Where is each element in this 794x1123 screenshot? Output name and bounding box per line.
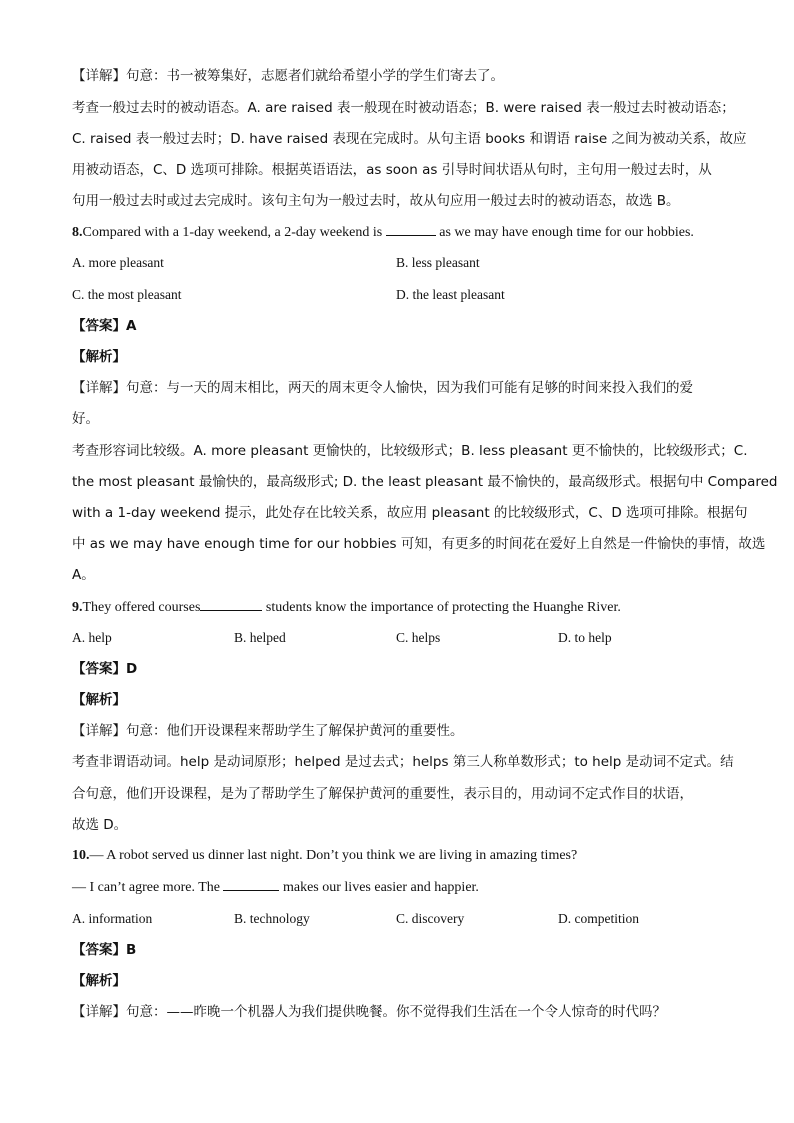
option-d: D. the least pleasant	[396, 287, 505, 302]
option-c: C. helps	[396, 630, 441, 645]
answer-blank	[386, 222, 436, 236]
explanation-line: 用被动语态，C、D 选项可排除。根据英语语法，as soon as 引导时间状语从句时，主句用一般过去时，从	[72, 162, 712, 178]
option-a: A. more pleasant	[72, 255, 164, 270]
option-d: D. to help	[558, 630, 612, 645]
explanation-line: 【详解】句意：——昨晚一个机器人为我们提供晚餐。你不觉得我们生活在一个令人惊奇的时代吗？	[72, 1004, 666, 1020]
question-number: 10.	[72, 848, 90, 863]
stem-part: — I can’t agree more. The	[72, 880, 220, 895]
analysis-label: 【解析】	[72, 973, 126, 989]
explanation-line: 中 as we may have enough time for our hobbies 可知，有更多的时间花在爱好上自然是一件愉快的事情，故选	[72, 536, 766, 552]
answer-label: 【答案】D	[72, 661, 138, 677]
question-10-stem	[72, 846, 732, 866]
explanation-line: the most pleasant 最愉快的，最高级形式; D. the least pleasant 最不愉快的，最高级形式。根据句中 Compared	[72, 474, 778, 490]
question-10-reply	[72, 877, 732, 898]
stem-part: as we may have enough time for our hobbies.	[439, 225, 694, 240]
explanation-line: 考查一般过去时的被动语态。A. are raised 表一般现在时被动语态；B. were raised 表一般过去时被动语态；	[72, 100, 735, 116]
explanation-line: 考查形容词比较级。A. more pleasant 更愉快的，比较级形式；B. less pleasant 更不愉快的，比较级形式；C.	[72, 443, 748, 459]
explanation-line: C. raised 表一般过去时；D. have raised 表现在完成时。从句主语 books 和谓语 raise 之间为被动关系，故应	[72, 131, 747, 147]
option-b: B. less pleasant	[396, 255, 480, 270]
option-a: A. information	[72, 911, 153, 926]
explanation-line: 句用一般过去时或过去完成时。该句主句为一般过去时，故从句应用一般过去时的被动语态，故选 B。	[72, 193, 680, 209]
option-b: B. helped	[234, 630, 286, 645]
answer-label: 【答案】A	[72, 318, 137, 334]
explanation-line: A。	[72, 567, 95, 583]
analysis-label: 【解析】	[72, 349, 126, 365]
stem-part: They offered courses	[82, 600, 201, 615]
explanation-line: 【详解】句意：他们开设课程来帮助学生了解保护黄河的重要性。	[72, 723, 464, 739]
explanation-line: 【详解】句意：与一天的周末相比，两天的周末更令人愉快，因为我们可能有足够的时间来投入我们的爱	[72, 380, 693, 396]
option-a: A. help	[72, 630, 112, 645]
option-c: C. discovery	[396, 911, 465, 926]
stem-part: makes our lives easier and happier.	[282, 880, 479, 895]
stem-part: students know the importance of protecting the Huanghe River.	[265, 600, 621, 615]
option-c: C. the most pleasant	[72, 287, 182, 302]
explanation-line: 好。	[72, 411, 99, 427]
answer-blank	[200, 597, 262, 611]
question-8-stem	[72, 222, 732, 243]
explanation-line: 【详解】句意：书一被筹集好，志愿者们就给希望小学的学生们寄去了。	[72, 68, 504, 84]
option-d: D. competition	[558, 911, 639, 926]
question-number: 9.	[72, 600, 83, 615]
explanation-line: 考查非谓语动词。help 是动词原形；helped 是过去式；helps 第三人称单数形式；to help 是动词不定式。结	[72, 754, 734, 770]
question-number: 8.	[72, 225, 83, 240]
explanation-line: with a 1-day weekend 提示，此处存在比较关系，故应用 pleasant 的比较级形式，C、D 选项可排除。根据句	[72, 505, 748, 521]
analysis-label: 【解析】	[72, 692, 126, 708]
stem-part: Compared with a 1-day weekend, a 2-day weekend is	[82, 225, 383, 240]
explanation-line: 合句意，他们开设课程，是为了帮助学生了解保护黄河的重要性，表示目的，用动词不定式作目的状语，	[72, 786, 693, 802]
explanation-line: 故选 D。	[72, 817, 128, 833]
answer-label: 【答案】B	[72, 942, 137, 958]
question-9-stem	[72, 597, 732, 618]
option-b: B. technology	[234, 911, 310, 926]
answer-blank	[223, 877, 279, 891]
stem-part: — A robot served us dinner last night. Don’t you think we are living in amazing times?	[89, 848, 578, 863]
